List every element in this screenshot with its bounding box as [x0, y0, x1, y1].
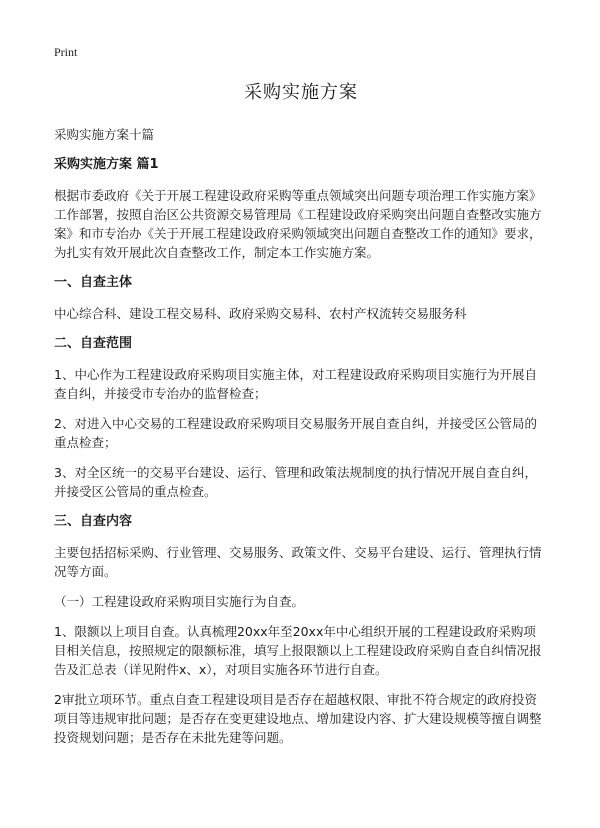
paragraph-content-4: 2审批立项环节。重点自查工程建设项目是否存在超越权限、审批不符合规定的政府投资项目等违规审批问题；是否存在变更建设地点、增加建设内容、扩大建设规模等擅自调整投资规划问题；是否存在未批先建等问题。: [54, 692, 542, 745]
paragraph-scope-1: 1、中心作为工程建设政府采购项目实施主体，对工程建设政府采购项目实施行为开展自查自纠，并接受市专治办的监督检查；: [54, 367, 537, 401]
paragraph-self-check-subject: 中心综合科、建设工程交易科、政府采购交易科、农村产权流转交易服务科: [54, 306, 467, 321]
section-heading: 采购实施方案 篇1: [54, 157, 159, 172]
paragraph-content-3: 1、限额以上项目自查。认真梳理20xx年至20xx年中心组织开展的工程建设政府采购项目相关信息，按照规定的限额标准，填写上报限额以上工程建设政府采购自查自纠情况报告及汇总表（详见附件x、x），对项目实施各环节进行自查。: [54, 624, 542, 677]
paragraph-content-2: （一）工程建设政府采购项目实施行为自查。: [54, 594, 305, 609]
heading-self-check-content: 三、自查内容: [54, 514, 133, 529]
paragraph-scope-3: 3、对全区统一的交易平台建设、运行、管理和政策法规制度的执行情况开展自查自纠，并接受区公管局的重点检查。: [54, 465, 537, 499]
heading-self-check-scope: 二、自查范围: [54, 336, 133, 351]
intro-paragraph: 根据市委政府《关于开展工程建设政府采购等重点领域突出问题专项治理工作实施方案》工作部署，按照自治区公共资源交易管理局《工程建设政府采购突出问题自查整改实施方案》和市专治办《关于开展工程建设政府采购领域突出问题自查整改工作的通知》要求，为扎实有效开展此次自查整改工作，制定本工作实施方案。: [54, 188, 542, 260]
heading-self-check-subject: 一、自查主体: [54, 275, 133, 290]
document-subtitle: 采购实施方案十篇: [54, 127, 155, 142]
paragraph-scope-2: 2、对进入中心交易的工程建设政府采购项目交易服务开展自查自纠，并接受区公管局的重点检查；: [54, 416, 537, 450]
print-label: Print: [54, 45, 78, 59]
document-title: 采购实施方案: [244, 82, 358, 103]
paragraph-content-1: 主要包括招标采购、行业管理、交易服务、政策文件、交易平台建设、运行、管理执行情况等方面。: [54, 545, 542, 579]
